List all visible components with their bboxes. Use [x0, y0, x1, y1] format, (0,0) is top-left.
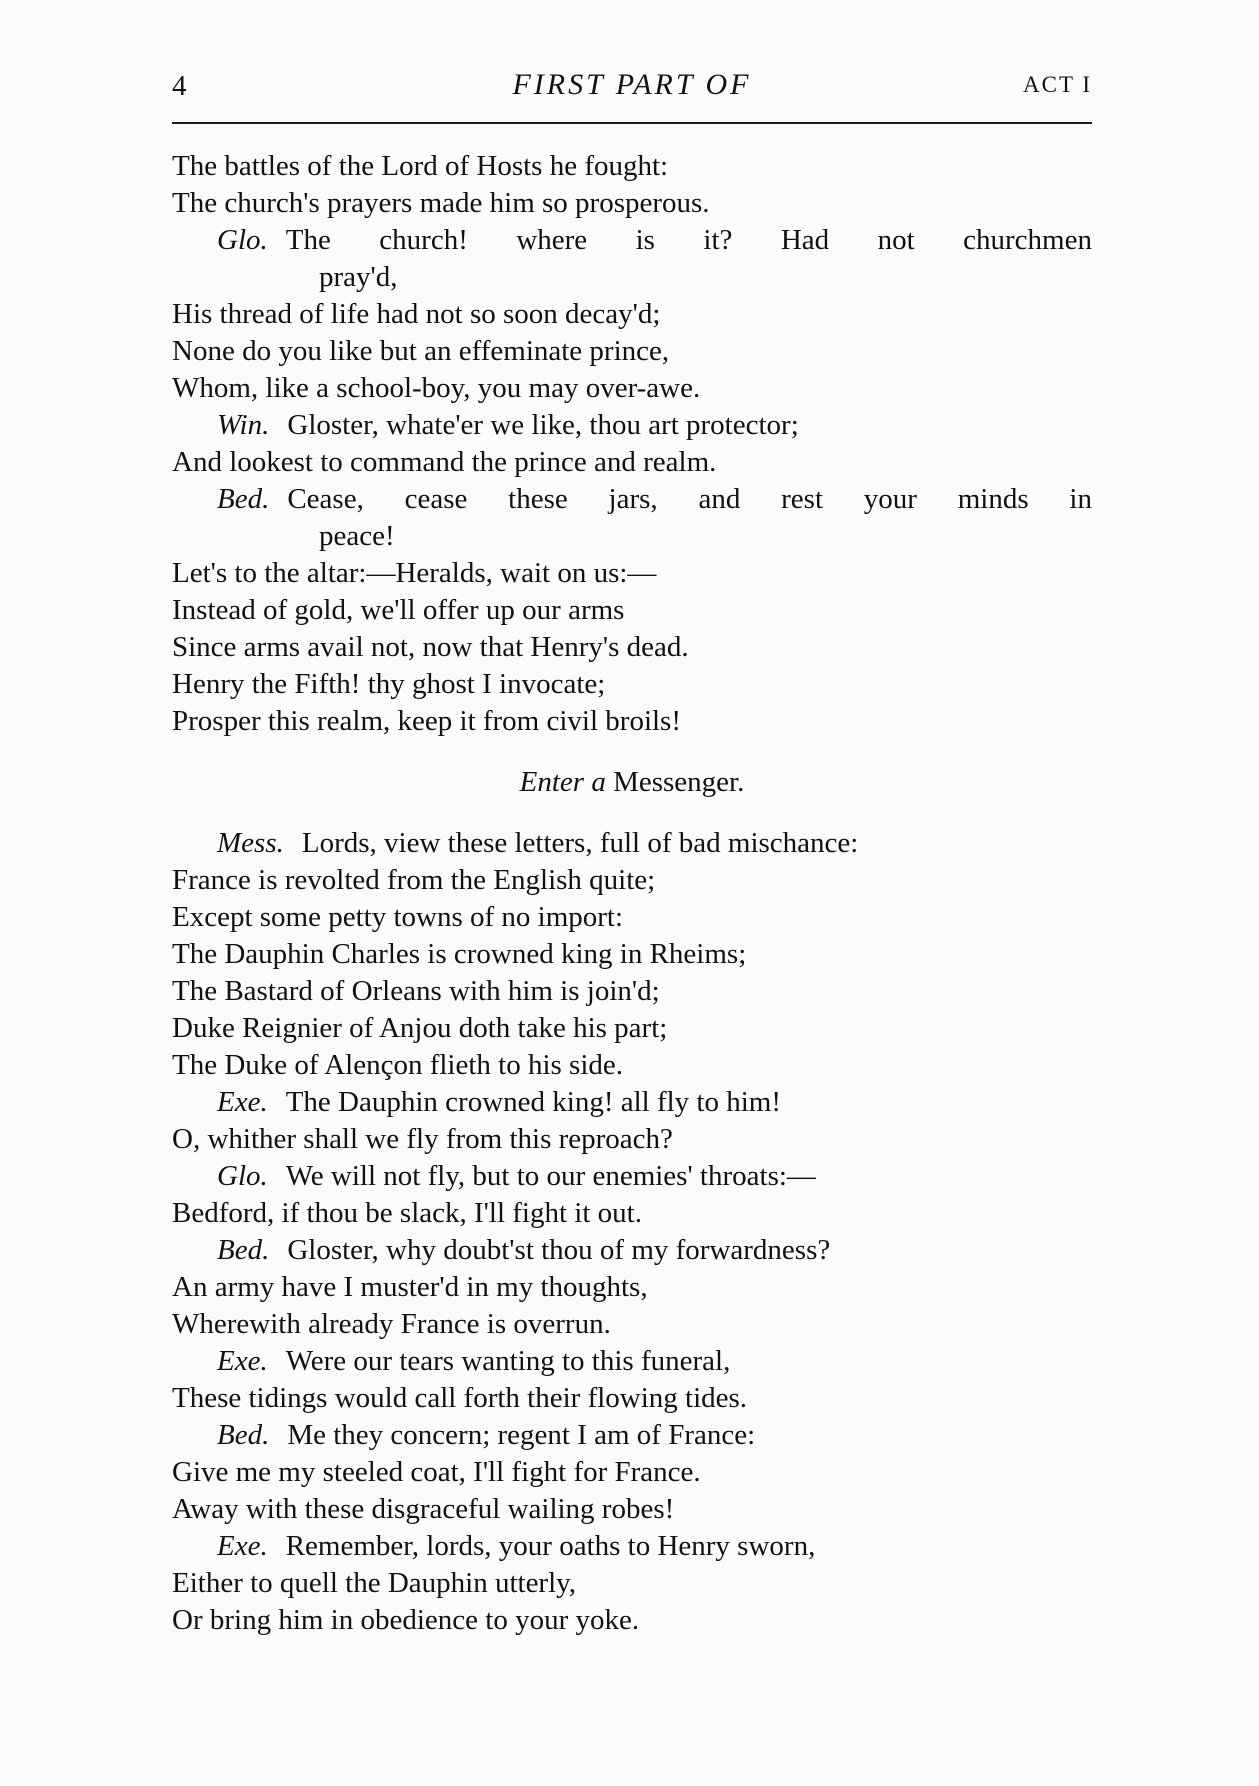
- verse-line: Wherewith already France is overrun.: [172, 1308, 611, 1340]
- act-label: ACT I: [1023, 72, 1092, 97]
- verse-continuation: pray'd,: [319, 261, 398, 293]
- verse-text: Lords, view these letters, full of bad mischance:: [301, 827, 859, 859]
- speech-first-line: [172, 1343, 1092, 1380]
- stage-direction: [172, 764, 1092, 801]
- stage-direction-enter: Enter a: [519, 766, 606, 798]
- speaker-label: Win.: [217, 409, 270, 441]
- verse-line: And lookest to command the prince and realm.: [172, 446, 717, 478]
- verse-text: Were our tears wanting to this funeral,: [285, 1345, 731, 1377]
- verse-line: The Duke of Alençon flieth to his side.: [172, 1049, 624, 1081]
- verse-line: Henry the Fifth! thy ghost I invocate;: [172, 668, 606, 700]
- verse-text: The church! where is it? Had not churchmen: [285, 224, 1092, 256]
- verse-line: The Dauphin Charles is crowned king in Rheims;: [172, 938, 747, 970]
- speech-first-line: [172, 481, 1092, 518]
- verse-line: Duke Reignier of Anjou doth take his part;: [172, 1012, 668, 1044]
- verse-line: O, whither shall we fly from this reproach?: [172, 1123, 673, 1155]
- speaker-label: Exe.: [217, 1530, 268, 1562]
- verse-text: Cease, cease these jars, and rest your minds in: [287, 483, 1092, 515]
- verse-line: These tidings would call forth their flowing tides.: [172, 1382, 748, 1414]
- page-number: 4: [172, 70, 187, 102]
- verse-text: The Dauphin crowned king! all fly to him!: [285, 1086, 782, 1118]
- verse-line: Give me my steeled coat, I'll fight for France.: [172, 1456, 701, 1488]
- verse-line: Whom, like a school-boy, you may over-awe.: [172, 372, 701, 404]
- speaker-label: Exe.: [217, 1345, 268, 1377]
- verse-line: The Bastard of Orleans with him is join'd;: [172, 975, 660, 1007]
- speech-first-line: [172, 407, 1092, 444]
- speech-first-line: [172, 222, 1092, 259]
- verse-line: Bedford, if thou be slack, I'll fight it out.: [172, 1197, 642, 1229]
- speech-first-line: [172, 1158, 1092, 1195]
- verse-line: Since arms avail not, now that Henry's dead.: [172, 631, 689, 663]
- speech-first-line: [172, 1084, 1092, 1121]
- verse-text: Gloster, whate'er we like, thou art protector;: [287, 409, 799, 441]
- verse-line: Instead of gold, we'll offer up our arms: [172, 594, 625, 626]
- verse-text: Me they concern; regent I am of France:: [287, 1419, 756, 1451]
- speaker-label: Mess.: [217, 827, 284, 859]
- running-title: FIRST PART OF: [512, 68, 752, 101]
- verse-text: Gloster, why doubt'st thou of my forwardness?: [287, 1234, 831, 1266]
- speaker-label: Bed.: [217, 483, 270, 515]
- verse-line: Except some petty towns of no import:: [172, 901, 624, 933]
- speech-first-line: [172, 1528, 1092, 1565]
- verse-line: The church's prayers made him so prosperous.: [172, 187, 710, 219]
- speaker-label: Glo.: [217, 1160, 268, 1192]
- stage-direction-character: Messenger.: [613, 766, 745, 798]
- verse-text: Remember, lords, your oaths to Henry sworn,: [285, 1530, 816, 1562]
- verse-line: France is revolted from the English quite;: [172, 864, 656, 896]
- speech-first-line: [172, 1417, 1092, 1454]
- verse-line: Away with these disgraceful wailing robes!: [172, 1493, 675, 1525]
- speaker-label: Glo.: [217, 224, 268, 256]
- speaker-label: Bed.: [217, 1234, 270, 1266]
- verse-line: Or bring him in obedience to your yoke.: [172, 1604, 640, 1636]
- verse-line: The battles of the Lord of Hosts he fought:: [172, 150, 669, 182]
- verse-line: Let's to the altar:—Heralds, wait on us:—: [172, 557, 657, 589]
- speech-first-line: [172, 825, 1092, 862]
- speaker-label: Exe.: [217, 1086, 268, 1118]
- speaker-label: Bed.: [217, 1419, 270, 1451]
- verse-text: We will not fly, but to our enemies' throats:—: [285, 1160, 816, 1192]
- speech-first-line: [172, 1232, 1092, 1269]
- header-rule: [172, 122, 1092, 124]
- verse-line: Either to quell the Dauphin utterly,: [172, 1567, 577, 1599]
- verse-line: An army have I muster'd in my thoughts,: [172, 1271, 648, 1303]
- verse-line: His thread of life had not so soon decay'd;: [172, 298, 661, 330]
- play-text: [172, 148, 1092, 1639]
- verse-line: None do you like but an effeminate prince,: [172, 335, 670, 367]
- page-header: [172, 62, 1092, 102]
- verse-line: Prosper this realm, keep it from civil broils!: [172, 705, 682, 737]
- verse-continuation: peace!: [319, 520, 395, 552]
